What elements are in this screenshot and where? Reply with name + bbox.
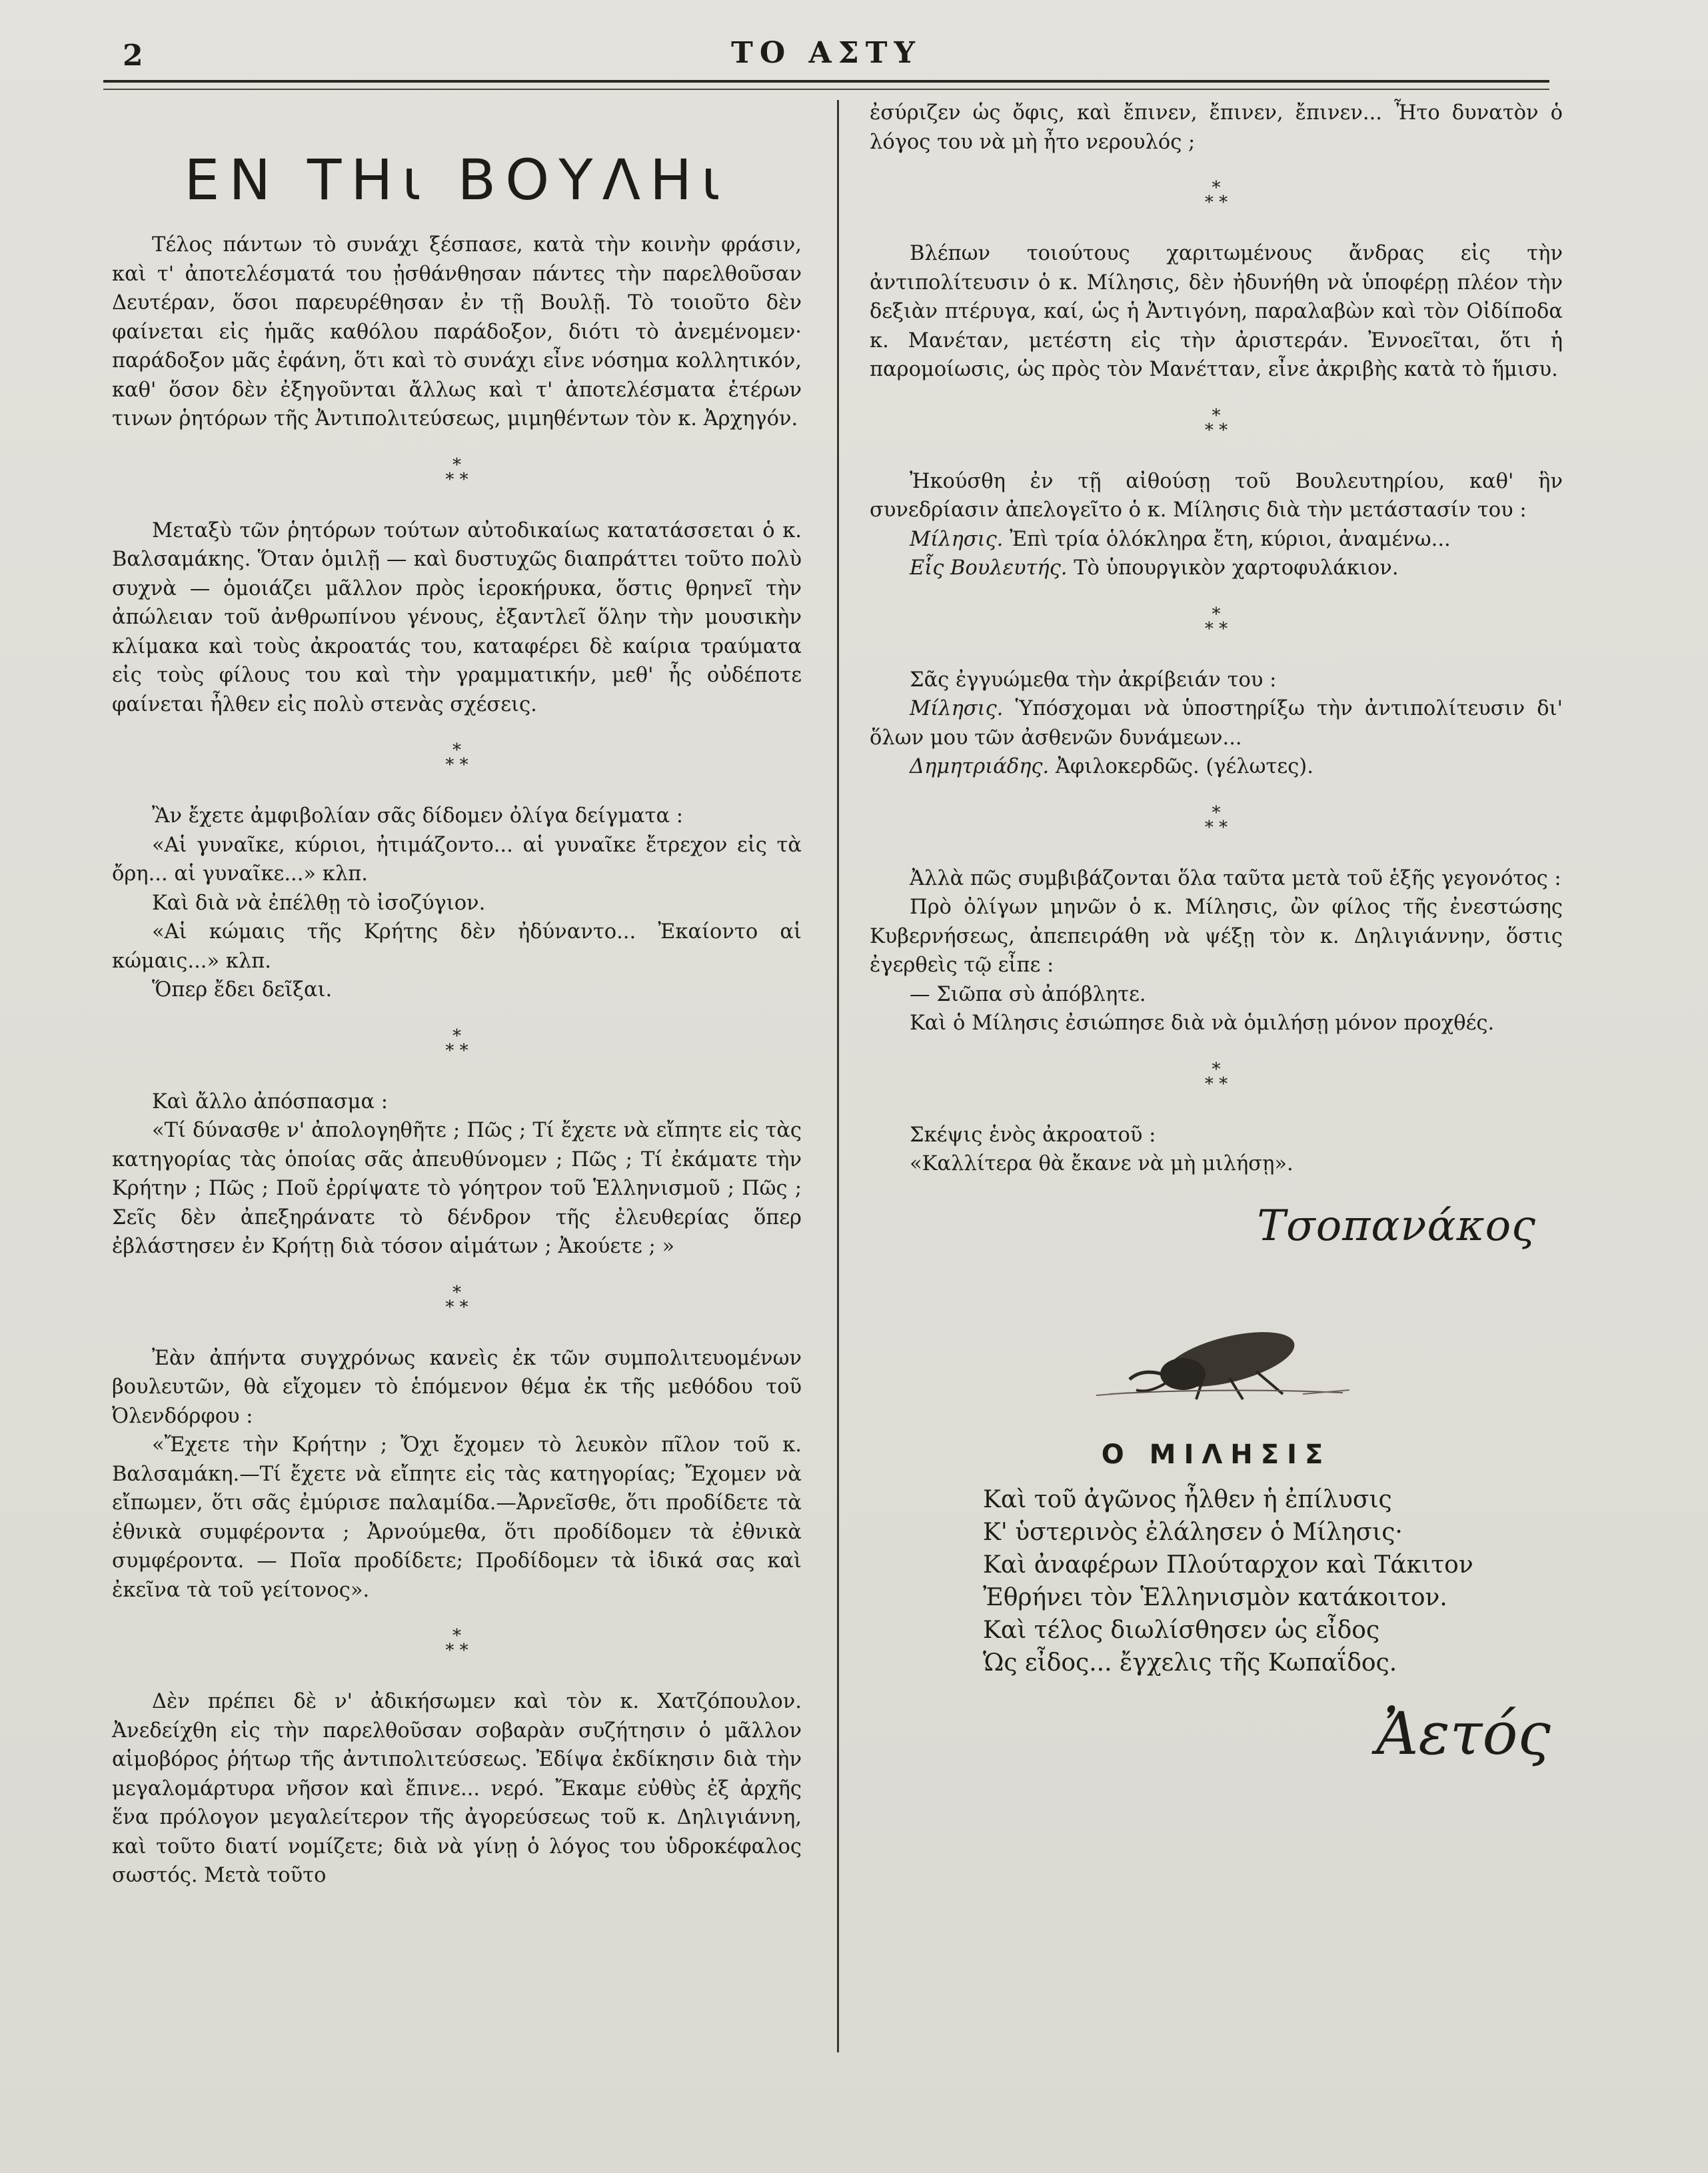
paragraph: Μεταξὺ τῶν ῥητόρων τούτων αὐτοδικαίως κατατάσσεται ὁ κ. Βαλσαμάκης. Ὅταν ὁμιλῇ — καὶ δυστυχῶς διαπράττει τοῦτο πολὺ συχνὰ — ὁμοιάζει μᾶλλον πρὸς ἱεροκήρυκα, ὅστις θρηνεῖ τὴν ἀπώλειαν τοῦ ἀνθρωπίνου γένους, ἐξαντλεῖ ὅλην τὴν μουσικὴν κλίμακα καὶ τοὺς ἀκροατάς του, καταφέρει δὲ καίρια τραύματα εἰς τοὺς φίλους του καὶ τὴν γραμματικήν, μεθ' ἧς οὐδέποτε φαίνεται ἦλθεν εἰς πολὺ στενὰς σχέσεις.: [112, 518, 802, 716]
section-separator: * * *: [445, 1282, 468, 1317]
author-signature: Τσοπανάκος: [1257, 1201, 1536, 1251]
paragraph: Ἀλλὰ πῶς συμβιβάζονται ὅλα ταῦτα μετὰ τοῦ ἑξῆς γεγονότος :: [910, 866, 1561, 890]
quote: «Αἱ γυναῖκε, κύριοι, ἠτιμάζοντο... αἱ γυναῖκε ἔτρεχον εἰς τὰ ὄρη... αἱ γυναῖκε...» κλπ.: [112, 833, 802, 886]
section-separator: * * *: [445, 454, 468, 490]
section-separator: * * *: [445, 740, 468, 775]
section-separator: * * *: [1204, 405, 1228, 440]
poem-line: Καὶ ἀναφέρων Πλούταρχον καὶ Τάκιτον: [983, 1551, 1473, 1579]
beetle-illustration-icon: [1090, 1321, 1356, 1407]
paragraph: Καὶ διὰ νὰ ἐπέλθῃ τὸ ἰσοζύγιον.: [152, 891, 486, 915]
paragraph: Ἂν ἔχετε ἀμφιβολίαν σᾶς δίδομεν ὀλίγα δείγματα :: [152, 804, 684, 828]
paragraph: Σᾶς ἐγγυώμεθα τὴν ἀκρίβειάν του :: [910, 668, 1277, 692]
newspaper-title: ΤΟ ΑΣΤΥ: [731, 36, 922, 70]
paragraph: Σκέψις ἑνὸς ἀκροατοῦ :: [910, 1123, 1156, 1147]
dialogue-line: Μίλησις. Ὑπόσχομαι νὰ ὑποστηρίξω τὴν ἀντιπολίτευσιν δι' ὅλων μου τῶν ἀσθενῶν δυνάμεων...: [870, 697, 1563, 750]
left-column: [112, 147, 802, 1890]
paragraph: Δὲν πρέπει δὲ ν' ἀδικήσωμεν καὶ τὸν κ. Χατζόπουλον. Ἀνεδείχθη εἰς τὴν παρελθοῦσαν σοβαρὰν συζήτησιν ὁ μᾶλλον αἱμοβόρος ῥήτωρ τῆς ἀντιπολιτεύσεως. Ἐδίψα ἐκδίκησιν διὰ τὴν μεγαλομάρτυρα νῆσον καὶ ἔπινε... νερό. Ἔκαμε εὐθὺς ἐξ ἀρχῆς ἕνα πρόλογον μεγαλείτερον τῆς ἀγορεύσεως τοῦ κ. Δηλιγιάννη, καὶ τοῦτο διατί νομίζετε; διὰ νὰ γίνῃ ὁ λόγος του ὑδροκέφαλος σωστός. Μετὰ τοῦτο: [112, 1690, 802, 1887]
quote: «Τί δύνασθε ν' ἀπολογηθῆτε ; Πῶς ; Τί ἔχετε νὰ εἴπητε εἰς τὰς κατηγορίας τὰς ὁποίας σᾶς ἀπευθύνομεν ; Πῶς ; Τί ἐκάματε τὴν Κρήτην ; Πῶς ; Ποῦ ἐρρίψατε τὸ γόητρον τοῦ Ἑλληνισμοῦ ; Πῶς ; Σεῖς δὲν ἀπεξηράνατε τὸ δένδρον τῆς ἐλευθερίας ὅπερ ἐβλάστησεν ἐν Κρήτῃ διὰ τόσον αἱμάτων ; Ἀκούετε ; »: [112, 1119, 802, 1258]
section-separator: * * *: [1204, 802, 1228, 838]
right-column: [870, 99, 1563, 1768]
poem-line: Καὶ τοῦ ἀγῶνος ἦλθεν ἡ ἐπίλυσις: [983, 1485, 1392, 1513]
quote: «Ἔχετε τὴν Κρήτην ; Ὄχι ἔχομεν τὸ λευκὸν πῖλον τοῦ κ. Βαλσαμάκη.—Τί ἔχετε νὰ εἴπητε εἰς τὰς κατηγορίας; Ἔχομεν νὰ εἴπωμεν, ὅτι σᾶς ἐμύρισε παλαμίδα.—Ἀρνεῖσθε, ὅτι προδίδετε τὰ ἐθνικὰ συμφέροντα ; Ἀρνούμεθα, ὅτι προδίδομεν τὰ ἐθνικὰ συμφέροντα. — Ποῖα προδίδετε; Προδίδομεν τὰ ἰδικά σας καὶ ἐκεῖνα τὰ τοῦ γείτονος».: [112, 1433, 802, 1602]
dialogue-line: Εἷς Βουλευτής. Τὸ ὑπουργικὸν χαρτοφυλάκιον.: [910, 556, 1399, 580]
paragraph: Τέλος πάντων τὸ συνάχι ξέσπασε, κατὰ τὴν κοινὴν φράσιν, καὶ τ' ἀποτελέσματά του ᾐσθάνθησαν πάντες τὴν παρελθοῦσαν Δευτέραν, ὅσοι παρευρέθησαν ἐν τῇ Βουλῇ. Τὸ τοιοῦτο δὲν φαίνεται εἰς ἡμᾶς καθόλου παράδοξον, διότι τὸ ἀνεμένομεν· παράδοξον μᾶς ἐφάνη, ὅτι καὶ τὸ συνάχι εἶνε νόσημα κολλητικόν, καθ' ὅσον δὲν ἐξηγοῦνται ἄλλως καὶ τ' ἀποτελέσματα ἑτέρων τινων ῥητόρων τῆς Ἀντιπολιτεύσεως, μιμηθέντων τὸν κ. Ἀρχηγόν.: [112, 233, 802, 430]
paragraph: Πρὸ ὀλίγων μηνῶν ὁ κ. Μίλησις, ὢν φίλος τῆς ἐνεστώσης Κυβερνήσεως, ἀπεπειράθη νὰ ψέξῃ τὸν κ. Δηλιγιάννην, ὅστις ἐγερθεὶς τῷ εἶπε :: [870, 896, 1563, 977]
quote: — Σιῶπα σὺ ἀπόβλητε.: [910, 982, 1146, 1006]
paragraph: Βλέπων τοιούτους χαριτωμένους ἄνδρας εἰς τὴν ἀντιπολίτευσιν ὁ κ. Μίλησις, δὲν ἠδυνήθη νὰ ὑποφέρῃ πλέον τὴν δεξιὰν πτέρυγα, καί, ὡς ἡ Ἀντιγόνη, παραλαβὼν καὶ τὸν Οἰδίποδα κ. Μανέταν, μετέστη εἰς τὴν ἀριστεράν. Ἐννοεῖται, ὅτι ἡ παρομοίωσις, ὡς πρὸς τὸν Μανέτταν, εἶνε ἀκριβὴς κατὰ τὸ ἥμισυ.: [870, 242, 1563, 381]
paragraph: Καὶ ὁ Μίλησις ἐσιώπησε διὰ νὰ ὁμιλήσῃ μόνον προχθές.: [910, 1012, 1495, 1035]
section-separator: * * *: [445, 1626, 468, 1661]
paragraph: Καὶ ἄλλο ἀπόσπασμα :: [152, 1089, 389, 1113]
paragraph: Ἐὰν ἀπήντα συγχρόνως κανεὶς ἐκ τῶν συμπολιτευομένων βουλευτῶν, θὰ εἴχομεν τὸ ἑπόμενον θέμα ἐκ τῆς μεθόδου τοῦ Ὀλενδόρφου :: [112, 1346, 802, 1428]
poem-line: Ἐθρήνει τὸν Ἑλληνισμὸν κατάκοιτον.: [983, 1583, 1447, 1611]
poem-title: Ο ΜΙΛΗΣΙΣ: [1101, 1439, 1331, 1470]
paragraph: Ἠκούσθη ἐν τῇ αἰθούσῃ τοῦ Βουλευτηρίου, καθ' ἣν συνεδρίασιν ἀπελογεῖτο ὁ κ. Μίλησις διὰ τὴν μετάστασίν του :: [870, 469, 1563, 522]
paragraph: Ὅπερ ἔδει δεῖξαι.: [152, 978, 333, 1002]
poem-line: Ὡς εἶδος... ἔγχελις τῆς Κωπαΐδος.: [983, 1649, 1397, 1677]
dialogue-line: Δημητριάδης. Ἀφιλοκερδῶς. (γέλωτες).: [910, 755, 1313, 778]
section-separator: * * *: [1204, 604, 1228, 639]
poem-signature: Ἀετός: [1376, 1699, 1551, 1768]
page-number: 2: [123, 39, 143, 73]
column-divider: [837, 100, 839, 2052]
section-separator: * * *: [1204, 178, 1228, 213]
quote: «Καλλίτερα θὰ ἔκανε νὰ μὴ μιλήσῃ».: [910, 1152, 1293, 1175]
dialogue-line: Μίλησις. Ἐπὶ τρία ὁλόκληρα ἔτη, κύριοι, ἀναμένω...: [910, 527, 1451, 551]
section-separator: * * *: [445, 1026, 468, 1061]
poem: [983, 1483, 1563, 1679]
header-rule: [103, 80, 1549, 83]
section-separator: * * *: [1204, 1059, 1228, 1094]
paragraph: ἐσύριζεν ὡς ὄφις, καὶ ἔπινεν, ἔπινεν, ἔπινεν... Ἦτο δυνατὸν ὁ λόγος του νὰ μὴ ἦτο νερουλός ;: [870, 101, 1563, 154]
article-title: ΕΝ ΤΗι ΒΟΥΛΗι: [184, 147, 730, 213]
header-rule-thin: [103, 89, 1549, 90]
poem-line: Καὶ τέλος διωλίσθησεν ὡς εἶδος: [983, 1616, 1380, 1644]
poem-line: Κ' ὑστερινὸς ἐλάλησεν ὁ Μίλησις·: [983, 1518, 1403, 1546]
quote: «Αἱ κώμαις τῆς Κρήτης δὲν ἠδύναντο... Ἐκαίοντο αἱ κώμαις...» κλπ.: [112, 920, 802, 973]
